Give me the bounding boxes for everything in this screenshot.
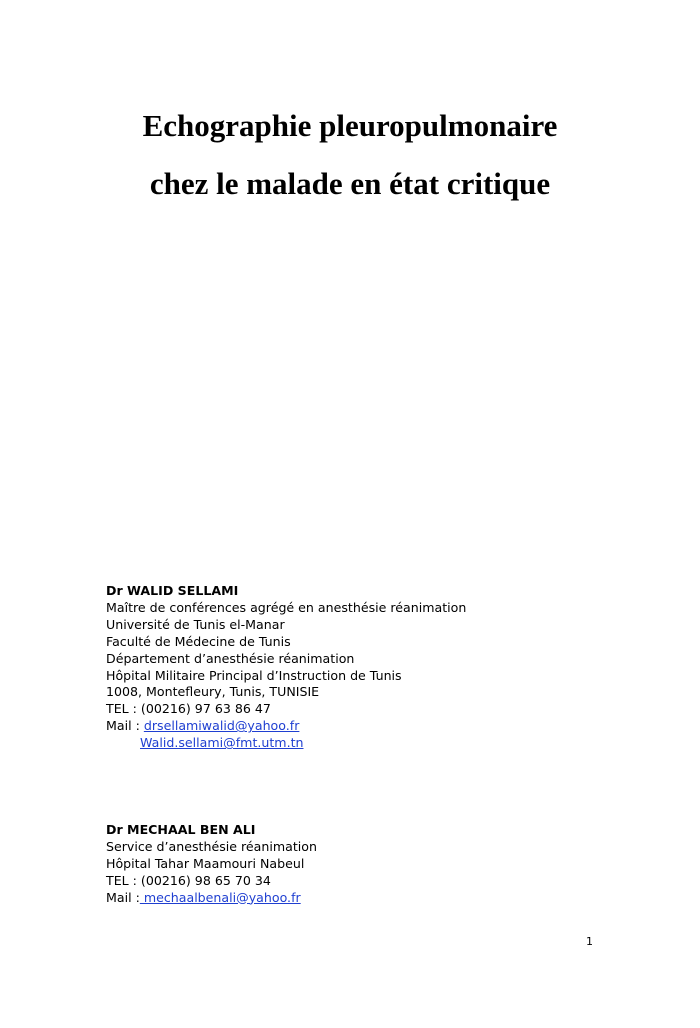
document-title-line-2: chez le malade en état critique bbox=[149, 166, 551, 201]
affiliation-line: Faculté de Médecine de Tunis bbox=[106, 633, 291, 649]
telephone-line: TEL : (00216) 98 65 70 34 bbox=[106, 872, 271, 888]
email-link[interactable]: mechaalbenali@yahoo.fr bbox=[139, 889, 301, 905]
email-link-primary[interactable]: drsellamiwalid@yahoo.fr bbox=[143, 718, 300, 734]
author-block-ben-ali bbox=[106, 822, 317, 907]
mail-label: Mail : bbox=[106, 718, 144, 734]
affiliation-line: Département d’anesthésie réanimation bbox=[106, 650, 355, 666]
mail-line bbox=[106, 890, 317, 907]
affiliation-line: Hôpital Militaire Principal d’Instruction de Tunis bbox=[106, 667, 402, 683]
mail-label: Mail : bbox=[106, 889, 140, 905]
affiliation-line: Maître de conférences agrégé en anesthésie réanimation bbox=[106, 599, 467, 615]
address-line: 1008, Montefleury, Tunis, TUNISIE bbox=[106, 684, 320, 700]
affiliation-line: Service d’anesthésie réanimation bbox=[106, 838, 317, 854]
telephone-line: TEL : (00216) 97 63 86 47 bbox=[106, 701, 271, 717]
mail-line-secondary bbox=[106, 735, 466, 752]
affiliation-line: Hôpital Tahar Maamouri Nabeul bbox=[106, 855, 305, 871]
email-link-secondary[interactable]: Walid.sellami@fmt.utm.tn bbox=[140, 735, 304, 751]
document-title-line-1: Echographie pleuropulmonaire bbox=[142, 108, 558, 143]
author-name: Dr WALID SELLAMI bbox=[106, 583, 239, 598]
page-number: 1 bbox=[586, 935, 593, 948]
affiliation-line: Université de Tunis el-Manar bbox=[106, 616, 285, 632]
author-block-sellami bbox=[106, 583, 466, 752]
author-name: Dr MECHAAL BEN ALI bbox=[106, 822, 256, 837]
mail-line bbox=[106, 718, 466, 735]
